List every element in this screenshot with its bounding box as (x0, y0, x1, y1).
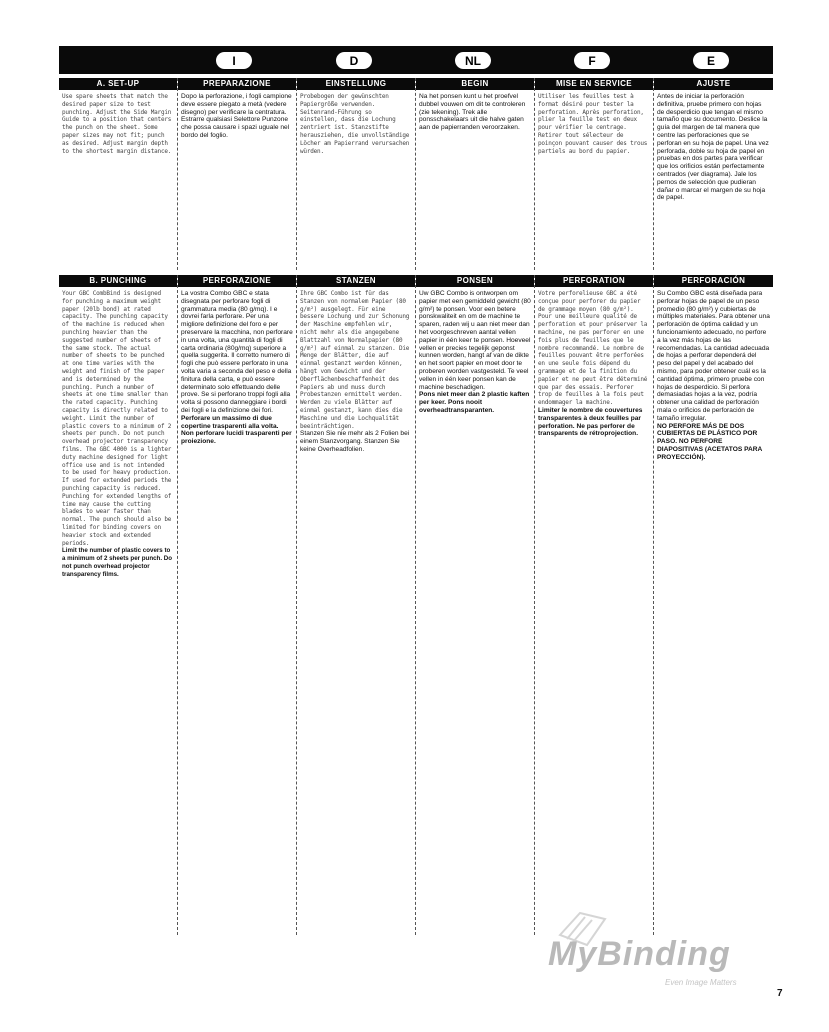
section-warning: Stanzen Sie nie mehr als 2 Folien bei einem Stanzvorgang. Stanzen Sie keine Overheadfolien. (300, 430, 410, 453)
section-title: PERFORAZIONE (178, 275, 296, 287)
watermark-tagline: Even Image Matters (665, 978, 737, 987)
lang-badge-spanish: E (693, 52, 729, 69)
section-warning: Limiter le nombre de couvertures transparentes à deux feuilles par perforation. Ne pas perforer de transparents de rétroprojection. (538, 406, 643, 438)
language-header-band (59, 46, 773, 74)
section-title: B. PUNCHING (59, 275, 177, 287)
punching-english (59, 275, 178, 935)
section-text: Your GBC CombBind is designed for punching a maximum weight paper (20lb bond) at rated capacity. The punching capacity of the machine is reduced when punching heavier than the suggested number of sheets of the same stock. The actual number of sheets to be punched at one time varies with the weight and finish of the paper and is determined by the punching. Punch a number of sheets at one time smaller than the rated capacity. Punching capacity is directly related to weight. Limit the number of plastic covers to a minimum of 2 sheets per punch. Do not punch overhead projector transparency films. The GBC 4000 is a lighter duty machine designed for light office use and is not intended to be used for heavy production. If used for extended periods the punching capacity is reduced. Punching for extended lengths of time may cause the cutting blades to wear faster than normal. The punch should also be limited for binding covers on heavier stock and extended periods. (62, 290, 172, 547)
section-title: A. SET-UP (59, 78, 177, 90)
section-title: AJUSTE (654, 78, 773, 90)
section-text: Votre perforelieuse GBC a été conçue pour perforer du papier de grammage moyen (80 g/m²). Pour une meilleure qualité de perforation et pour préserver la machine, ne pas perforer en une fois plus de feuilles que le nombre recommandé. Le nombre de feuilles pouvant être perforées en une seule fois dépend du grammage et de la finition du papier et ne peut être déterminé que par des essais. Perforer trop de feuilles à la fois peut endommager la machine. (538, 290, 648, 407)
section-title: STANZEN (297, 275, 415, 287)
section-title: MISE EN SERVICE (535, 78, 653, 90)
section-title: EINSTELLUNG (297, 78, 415, 90)
page-number: 7 (777, 988, 783, 999)
lang-badge-french: F (574, 52, 610, 69)
section-text: Utiliser les feuilles test à format désiré pour tester la perforation. Après perforation, plier la feuille test en deux pour vérifier le centrage. Retirer tout sélecteur de poinçon pouvant causer des trous partiels au bord du papier. (538, 93, 648, 155)
punching-french (535, 275, 654, 935)
section-text: Dopo la perforazione, i fogli campione deve essere piegato a metà (vedere disegno) per verificare la centratura. Estrarre qualsiasi Selettore Punzone che possa causare i spazi uguale nel bordo del foglio. (181, 93, 292, 139)
lang-badge-italian: I (216, 52, 252, 69)
section-text: La vostra Combo GBC e stata disegnata per perforare fogli di grammatura media (80 g/mq). I e dovrei farla perforare. Per una migliore definizione del foro e per preservare la macchina, non perforare in una volta, una quantità di fogli di carta ordinaria (80g/mq) superiore a quella suggerita. Il corretto numero di fogli che può essere perforato in una volta varia a seconda del peso e della finitura della carta, e può essere determinato solo effettuando delle prove. Se si perforano troppi fogli alla volta si possono danneggiare i bordi dei fogli e la definizione dei fori. (181, 290, 293, 414)
punching-spanish (654, 275, 773, 935)
section-text: Su Combo GBC está diseñada para perforar hojas de papel de un peso promedio (80 g/m²) y cubiertas de múltiples materiales. Para obtener una perforación de óptima calidad y un funcionamiento adecuado, no perfore a la vez más hojas de las recomendadas. La cantidad adecuada de hojas a perforar dependerá del peso del papel y del acabado del mismo, para poder obtener cuál es la cantidad óptima, primero pruebe con hojas de desperdicio. Si perfora demasiadas hojas a la vez, podría obtener una calidad de perforación mala o orificios de perforación de tamaño irregular. (657, 290, 770, 422)
punching-dutch (416, 275, 535, 935)
section-title: PREPARAZIONE (178, 78, 296, 90)
punching-row (59, 275, 773, 935)
section-text: Na het ponsen kunt u het proefvel dubbel vouwen om dit te controleren (zie tekening). Trek alle ponsschakelaars uit die halve gaten aan de papierranden veroorzaken. (419, 93, 526, 132)
setup-english (59, 78, 178, 270)
setup-french (535, 78, 654, 270)
section-warning: Perforare un massimo di due copertine trasparenti alla volta. Non perforare lucidi trasparenti per proiezione. (181, 414, 292, 446)
section-text: Ihre GBC Combo ist für das Stanzen von normalem Papier (80 g/m²) ausgelegt. Für eine bessere Lochung und zur Schonung der Maschine empfehlen wir, nicht mehr als die angegebene Blattzahl von Normalpapier (80 g/m²) auf einmal zu stanzen. Die Menge der Blätter, die auf einmal gestanzt werden können, hängt vom Gewicht und der Oberflächenbeschaffenheit des Papiers ab und muss durch Probestanzen ermittelt werden. Werden zu viele Blätter auf einmal gestanzt, kann dies die Maschine und die Lochqualität beeinträchtigen. (300, 290, 410, 430)
setup-italian (178, 78, 297, 270)
section-text: Antes de iniciar la perforación definitiva, pruebe primero con hojas de desperdicio que tengan el mismo tamaño que su documento. Deslice la guía del margen de tal manera que centre las perforaciones que se perforan en su hoja de papel. Una vez perforada, doble su hoja de papel en pruebas en dos partes para verificar que los orificios están perfectamente centrados (ver diagrama). Jale los pernos de selección que pudieran dañar o marcar el margen de su hoja de papel. (657, 93, 769, 202)
section-text: Probebogen der gewünschten Papiergröße verwenden. Seitenrand-Führung so einstellen, dass die Lochung zentriert ist. Stanzstifte herausziehen, die unvollständige Löcher am Papierrand verursachen würden. (300, 93, 410, 155)
setup-dutch (416, 78, 535, 270)
section-title: PERFORATION (535, 275, 653, 287)
lang-badge-dutch: NL (455, 52, 491, 69)
setup-row (59, 78, 773, 270)
section-title: BEGIN (416, 78, 534, 90)
lang-badge-german: D (336, 52, 372, 69)
section-text: Use spare sheets that match the desired paper size to test punching. Adjust the Side Margin Guide to a position that centers the punch on the sheet. Some paper sizes may not fit; punch as desired. Adjust margin depth to the shortest margin distance. (62, 93, 172, 155)
watermark-brand: MyBinding (548, 935, 731, 973)
section-title: PERFORACIÓN (654, 275, 773, 287)
section-title: PONSEN (416, 275, 534, 287)
section-text: Uw GBC Combo is ontworpen om papier met een gemiddeld gewicht (80 g/m²) te ponsen. Voor een betere ponskwaliteit en om de machine te sparen, raden wij u aan niet meer dan het voorgeschreven aantal vellen papier in één keer te ponsen. Hoeveel vellen er precies tegelijk geponst kunnen worden, hangt af van de dikte en het soort papier en moet door te proberen worden vastgesteld. Te veel vellen in één keer ponsen kan de machine beschadigen. (419, 290, 531, 391)
punching-italian (178, 275, 297, 935)
section-warning: NO PERFORE MÁS DE DOS CUBIERTAS DE PLÁSTICO POR PASO. NO PERFORE DIAPOSITIVAS (ACETATOS PARA PROYECCIÓN). (657, 422, 763, 461)
punching-german (297, 275, 416, 935)
setup-german (297, 78, 416, 270)
section-warning: Limit the number of plastic covers to a minimum of 2 sheets per punch. Do not punch overhead projector transparency films. (62, 547, 173, 578)
setup-spanish (654, 78, 773, 270)
section-warning: Pons niet meer dan 2 plastic kaften per keer. Pons nooit overheadtransparanten. (419, 391, 530, 414)
